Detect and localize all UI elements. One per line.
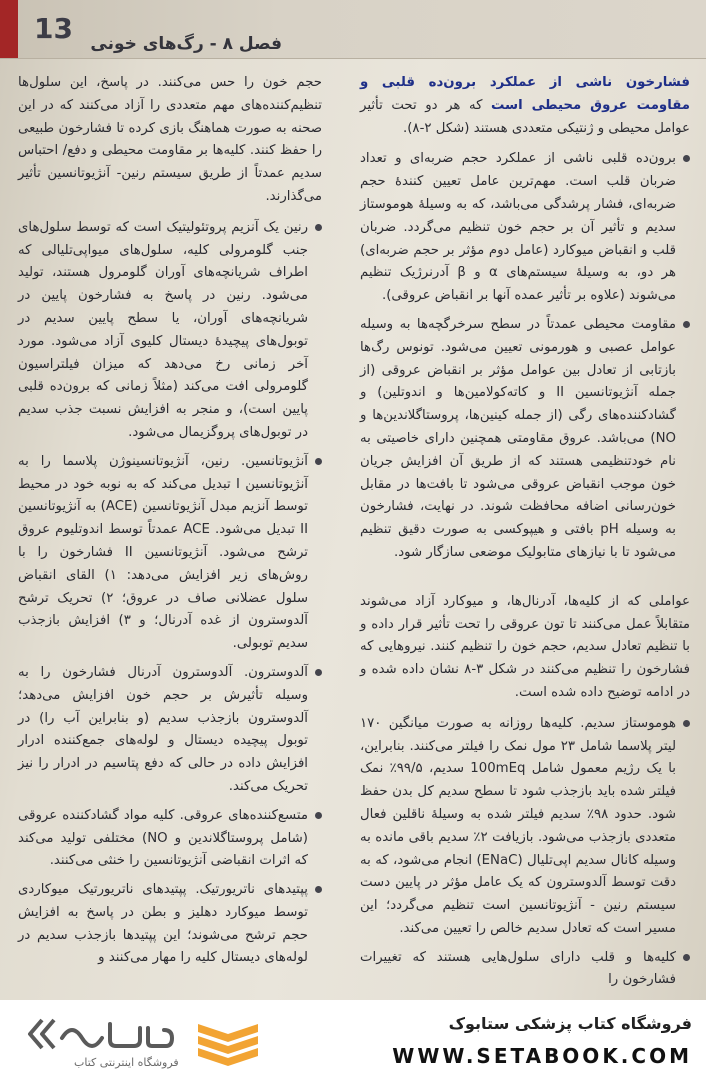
bullet-icon xyxy=(315,669,322,676)
bullet-text: مقاومت محیطی عمدتاً در سطح سرخرگچه‌ها به وسیله عوامل عصبی و هورمونی تعیین می‌شود. تونوس رگ‌ها بازتابی از تعادل بین عوامل مؤثر بر انقباض عروقی (از جمله آنژیوتانسین II و کاته‌کولامین‌ها و اندوتلین) و گشادکننده‌های رگی (از جمله کینین‌ها، پروستاگلاندین‌ها و NO) می‌باشد. عروق مقاومتی همچنین دارای خاصیتی به نام خودتنظیمی هستند که از طریق آن افزایش جریان خون موجب انقباض عروقی می‌شود تا بافت‌ها در مقابل خون‌رسانی اضافه محافظت شوند. در نهایت، فشارخون به وسیله pH بافتی و هیپوکسی به صورت دقیق تنظیم می‌شود تا با نیازهای متابولیک موضعی سازگار شود. xyxy=(360,316,677,560)
bullet-peripheral-resistance xyxy=(360,314,690,565)
bullet-renin xyxy=(18,217,322,445)
bullet-icon xyxy=(315,886,322,893)
bullet-icon xyxy=(683,720,690,727)
continuation-paragraph: حجم خون را حس می‌کنند. در پاسخ، این سلول‌ها تنظیم‌کننده‌های مهم متعددی را آزاد می‌کنند که در این صحنه به صورت هماهنگ بازی کرده تا فشارخون طبیعی را حفظ کنند. کلیه‌ها بر مقاومت محیطی و دفع/ احتباس سدیم عمدتاً از طریق سیستم رنین- آنژیوتانسین تأثیر می‌گذارند. xyxy=(18,75,322,204)
intro-paragraph xyxy=(360,72,690,140)
bullet-text: آلدوسترون. آلدوسترون آدرنال فشارخون را به وسیله تأثیرش بر حجم خون افزایش می‌دهد؛ آلدوسترون بازجذب سدیم (و بنابراین آب را) در توبول پیچیده دیستال و لوله‌های جمع‌کننده ادرار افزایش داده در حالی که دفع پتاسیم در ادرار را نیز تحریک می‌کند. xyxy=(18,664,308,794)
bullet-text: برون‌ده قلبی ناشی از عملکرد حجم ضربه‌ای و تعداد ضربان قلب است. مهم‌ترین عامل تعیین کنندهٔ حجم ضربه‌ای، فشار پرشدگی می‌باشد، که به وسیلهٔ هوموستاز سدیم و تأثیر آن بر حجم خون تنظیم می‌گردد. ضربان قلب و انقباض میوکارد (عامل دوم مؤثر بر حجم ضربه‌ای) هر دو، به وسیلهٔ سیستم‌های α و β آدرنرژیک تنظیم می‌شوند (علاوه بر تأثیر عمده آنها بر انقباض عروقی). xyxy=(360,151,676,304)
page-header xyxy=(0,0,706,59)
bullet-cardiac-output xyxy=(360,148,690,308)
bullet-cut-off xyxy=(360,947,690,993)
bullet-sodium-homeostasis xyxy=(360,713,690,941)
watermark-footer xyxy=(0,1000,706,1080)
bullet-icon xyxy=(315,458,322,465)
intro-lead: فشارخون ناشی از عملکرد برون‌ده قلبی و مقاومت عروق محیطی است xyxy=(360,75,690,113)
bullet-text: متسع‌کننده‌های عروقی. کلیه مواد گشادکننده عروقی (شامل پروستاگلاندین و NO) مختلفی تولید می‌کند که اثرات انقباضی آنژیوتانسین را خنثی می‌کنند. xyxy=(18,807,308,869)
left-column xyxy=(18,72,322,976)
bullet-text: هوموستاز سدیم. کلیه‌ها روزانه به صورت میانگین ۱۷۰ لیتر پلاسما شامل ۲۳ مول نمک را فیلتر می‌کنند. بنابراین، با یک رژیم معمول شامل 100mEq سدیم، ۹۹/۵٪ نمک فیلتر شده باید بازجذب شود تا سطح سدیم کل بدن حفظ شود. حدود ۹۸٪ سدیم فیلتر شده به وسیلهٔ ناقلین فعال متعددی بازجذب می‌شود. بازیافت ۲٪ سدیم باقی مانده به وسیله کانال سدیم اپی‌تلیال (ENaC) انجام می‌شود، که به دقت توسط آلدوسترون که یک عامل مؤثر در پایین دست سیستم رنین - آنژیوتانسین است تنظیم می‌گردد؛ این مسیر است که تعادل سدیم خالص را تعیین می‌کند. xyxy=(360,715,677,936)
bullet-text: پپتیدهای ناتریورتیک. پپتیدهای ناتریورتیک میوکاردی توسط میوکارد دهلیز و بطن در پاسخ به افزایش حجم ترشح می‌شوند؛ این پپتیدها بازجذب سدیم در لوله‌های دیستال کلیه را مهار می‌کنند و xyxy=(18,882,308,966)
factors-paragraph: عواملی که از کلیه‌ها، آدرنال‌ها، و میوکارد آزاد می‌شوند متقابلاً عمل می‌کنند تا تون عروقی را تحت تأثیر قرار داده و با تنظیم تعادل سدیم، حجم خون را تنظیم کنند. نیروهایی که فشارخون را تنظیم می‌کنند در شکل ۳-۸ نشان داده شده و در ادامه توضیح داده شده است. xyxy=(360,593,690,700)
bullet-icon xyxy=(683,954,690,961)
bullet-icon xyxy=(315,224,322,231)
bullet-icon xyxy=(315,812,322,819)
chapter-title: فصل ۸ - رگ‌های خونی xyxy=(90,34,282,54)
bullet-aldosterone xyxy=(18,662,322,799)
store-name: فروشگاه کتاب پزشکی ستابوک xyxy=(448,1014,692,1033)
bullet-angiotensin xyxy=(18,451,322,656)
bullet-text: کلیه‌ها و قلب دارای سلول‌هایی هستند که تغییرات فشارخون را xyxy=(360,949,676,988)
bullet-text: آنژیوتانسین. رنین، آنژیوتانسینوژن پلاسما را به آنژیوتانسین I تبدیل می‌کند که به نوبه خود در محیط توسط آنزیم مبدل آنژیوتانسین (ACE) به آنژیوتانسین II تبدیل می‌شود. ACE عمدتاً توسط اندوتلیوم عروق ترشح می‌شود. آنژیوتانسین II فشارخون را با روش‌های زیر افزایش می‌دهد: ۱) القای انقباض سلول عضلانی صاف در عروق؛ ۲) تحریک ترشح آلدوسترون از غده آدرنال؛ و ۳) افزایش بازجذب سدیم توبولی. xyxy=(18,453,309,652)
right-column xyxy=(360,72,690,998)
bullet-text: رنین یک آنزیم پروتئولیتیک است که توسط سلول‌های جنب گلومرولی کلیه، سلول‌های میواپی‌تلیالی که اطراف شریانچه‌های آوران گلومرول هستند، تولید می‌شود. رنین در پاسخ به فشارخون پایین در شریانچه‌های آوران، یا سطح پایین سدیم در توبول‌های پیچیدهٔ دیستال کلیوی آزاد می‌شود. مورد آخر زمانی رخ می‌دهد که میزان فیلتراسیون گلومرولی افت می‌کند (مثلاً زمانی که برون‌ده قلبی پایین است)، و منجر به افزایش نسبت جذب سدیم در توبول‌های پروگزیمال می‌شود. xyxy=(18,219,308,440)
intro-rest: که هر دو تحت تأثیر عوامل محیطی و ژنتیکی متعددی هستند (شکل ۲-۸). xyxy=(360,97,690,136)
bullet-icon xyxy=(683,155,690,162)
bullet-natriuretic-peptides xyxy=(18,879,322,970)
bullet-icon xyxy=(683,321,690,328)
chapter-tab-marker xyxy=(0,0,18,58)
setabook-logo xyxy=(22,1014,278,1070)
logo-caption: فروشگاه اینترنتی کتاب xyxy=(74,1056,179,1069)
page-number: 13 xyxy=(34,12,73,45)
store-url[interactable]: WWW.SETABOOK.COM xyxy=(392,1044,692,1068)
bullet-vasodilators xyxy=(18,805,322,873)
